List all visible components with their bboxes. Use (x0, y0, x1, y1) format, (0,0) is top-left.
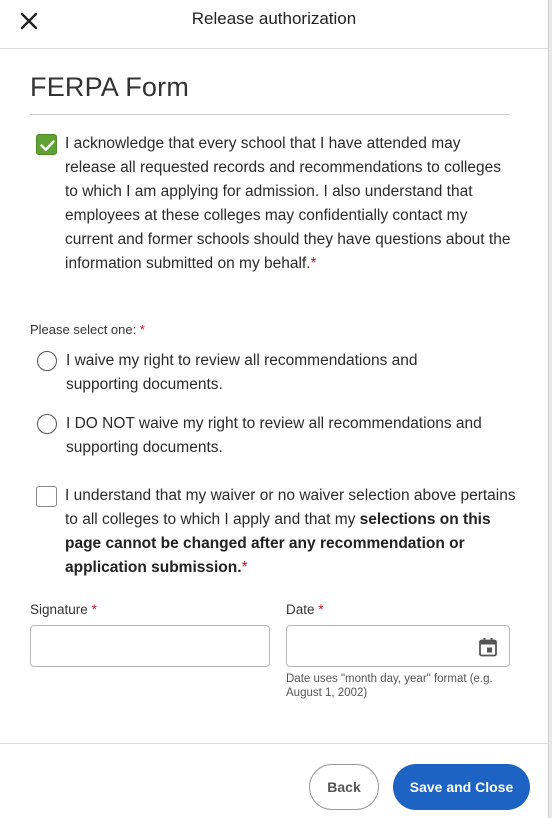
understand-checkbox[interactable] (36, 486, 57, 507)
waive-option-text: I waive my right to review all recommendations and supporting documents. (66, 352, 418, 393)
waive-radio[interactable] (37, 351, 57, 371)
understand-label: I understand that my waiver or no waiver selection above pertains to all colleges to which I apply and that my (65, 487, 516, 528)
date-input[interactable] (287, 626, 509, 666)
required-mark: * (139, 322, 145, 337)
understand-bold-text: selections on this page cannot be changed after any recommendation or application submission. (65, 511, 491, 576)
save-and-close-button[interactable]: Save and Close (393, 764, 530, 810)
signature-input[interactable] (31, 626, 269, 666)
calendar-icon (477, 636, 499, 658)
modal-title: Release authorization (191, 9, 357, 28)
date-format-hint: Date uses "month day, year" format (e.g. August 1, 2002) (286, 673, 493, 699)
form-title: FERPA Form (30, 72, 190, 102)
title-divider (30, 114, 510, 115)
acknowledge-checkbox[interactable] (36, 134, 57, 155)
required-mark: * (91, 602, 97, 617)
required-mark: * (310, 255, 317, 272)
signature-label (30, 602, 97, 617)
signature-label-text: Signature (30, 602, 88, 617)
date-label-text: Date (286, 602, 315, 617)
checkmark-icon (37, 135, 58, 156)
no-waive-option-text: I DO NOT waive my right to review all recommendations and supporting documents. (66, 415, 482, 456)
back-button[interactable]: Back (309, 764, 379, 810)
acknowledge-text (65, 132, 515, 276)
date-field-wrapper (286, 625, 510, 667)
select-one-label (30, 322, 145, 337)
understand-text (65, 484, 525, 580)
no-waive-radio[interactable] (37, 414, 57, 434)
acknowledge-label: I acknowledge that every school that I have attended may release all requested records and recommendations to colleges to which I am applying for admission. I also understand that employees at these colleges may confidentially contact my current and former schools should they have questions about the information submitted on my behalf. (65, 135, 511, 272)
calendar-button[interactable] (477, 636, 499, 658)
modal-header (0, 0, 548, 49)
date-label (286, 602, 324, 617)
select-one-text: Please select one: (30, 322, 137, 337)
signature-field-wrapper (30, 625, 270, 667)
footer-divider (0, 743, 549, 744)
required-mark: * (241, 559, 248, 576)
required-mark: * (318, 602, 324, 617)
